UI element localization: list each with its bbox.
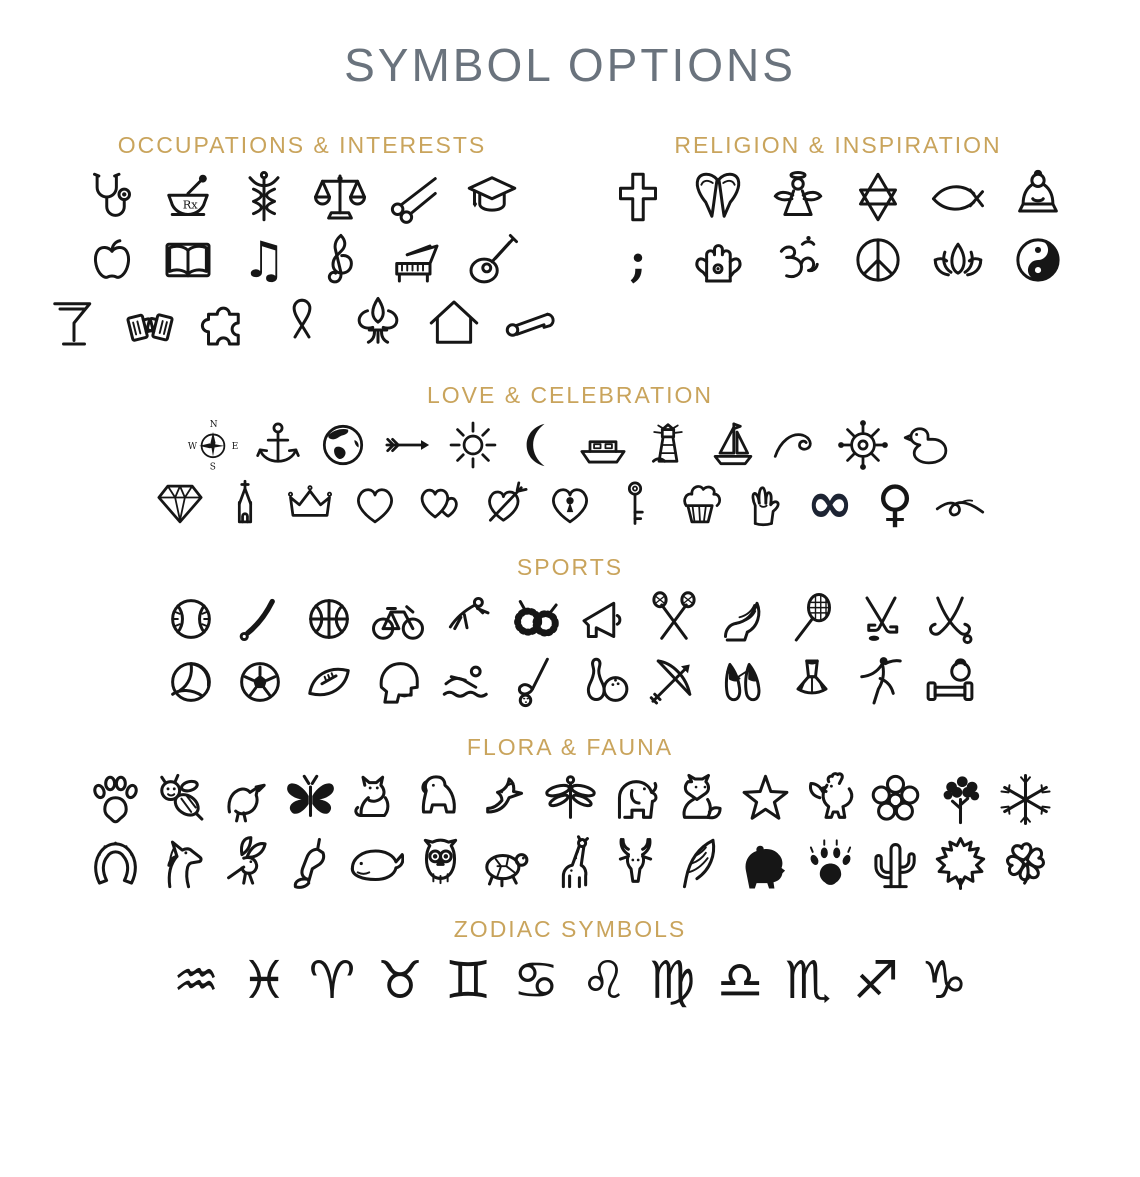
heart-with-arrow-icon	[479, 478, 531, 530]
buddha-icon	[1010, 169, 1066, 225]
tutu-icon	[784, 654, 840, 710]
infinity-icon: ∞	[806, 471, 854, 536]
compass-rose-icon	[187, 419, 239, 471]
section-zodiac	[0, 916, 1140, 1009]
icon-row	[0, 591, 1140, 647]
ballerina-icon	[853, 654, 909, 710]
horseshoe-icon	[87, 835, 144, 892]
section-religion	[570, 108, 1106, 295]
heart-icon	[349, 478, 401, 530]
om-icon	[770, 232, 826, 288]
winged-foot-icon	[715, 591, 771, 647]
double-hearts-icon	[414, 478, 466, 530]
section-love	[0, 382, 1140, 536]
fox-icon	[672, 771, 729, 828]
tennis-racket-icon	[784, 591, 840, 647]
capricorn-icon: ♑	[920, 951, 968, 1011]
ballet-slippers-icon	[715, 654, 771, 710]
dragonfly-icon	[542, 771, 599, 828]
peace-sign-icon	[850, 232, 906, 288]
megaphone-icon	[577, 591, 633, 647]
bicycle-icon	[370, 591, 426, 647]
bear-paw-icon	[802, 835, 859, 892]
basketball-icon	[301, 591, 357, 647]
section-title-sports: SPORTS	[516, 554, 624, 580]
puzzle-piece-icon	[198, 295, 254, 351]
soccer-ball-icon	[232, 654, 288, 710]
section-occupations	[34, 108, 570, 358]
swimmer-icon	[439, 654, 495, 710]
main-sections-area	[0, 382, 1140, 1009]
hamsa-icon	[690, 232, 746, 288]
svg-text:S: S	[209, 462, 216, 471]
icon-row	[34, 232, 570, 288]
icon-row	[34, 169, 570, 225]
libra-icon: ♎	[716, 951, 764, 1011]
svg-text:W: W	[187, 442, 197, 453]
awareness-ribbon-icon	[274, 295, 330, 351]
cat-icon	[347, 771, 404, 828]
bowling-icon	[577, 654, 633, 710]
beer-mugs-icon	[122, 295, 178, 351]
volleyball-icon	[163, 654, 219, 710]
cancer-icon: ♋	[512, 951, 560, 1011]
icon-row	[0, 835, 1140, 892]
section-title-flora: FLORA & FAUNA	[466, 734, 674, 760]
giraffe-icon	[542, 835, 599, 892]
hockey-sticks-icon	[853, 591, 909, 647]
scissors-icon	[388, 169, 444, 225]
snowflake-icon	[997, 771, 1054, 828]
football-icon	[301, 654, 357, 710]
rubber-duck-icon	[902, 419, 954, 471]
icon-row	[570, 169, 1106, 225]
sun-icon	[447, 419, 499, 471]
cactus-icon	[867, 835, 924, 892]
martini-glass-icon	[46, 295, 102, 351]
church-icon	[219, 478, 271, 530]
angel-icon	[770, 169, 826, 225]
scales-of-justice-icon	[312, 169, 368, 225]
taurus-icon: ♉	[376, 951, 424, 1011]
arrow-icon	[382, 419, 434, 471]
top-two-column-area	[0, 98, 1140, 358]
open-book-icon	[160, 232, 216, 288]
icon-row	[0, 654, 1140, 710]
bee-icon	[152, 771, 209, 828]
gymnast-icon	[439, 591, 495, 647]
icon-row	[0, 771, 1140, 828]
scorpio-icon: ♏	[784, 951, 832, 1011]
horse-icon	[152, 835, 209, 892]
stethoscope-icon	[84, 169, 140, 225]
elephant-icon	[607, 771, 664, 828]
paw-print-icon	[87, 771, 144, 828]
hummingbird-icon	[217, 835, 274, 892]
aquarius-icon: ♒	[172, 951, 220, 1011]
semicolon-icon: ;	[629, 233, 647, 287]
key-icon	[609, 478, 661, 530]
lacrosse-sticks-icon	[646, 591, 702, 647]
apple-icon	[84, 232, 140, 288]
angel-wings-icon	[690, 169, 746, 225]
svg-text:Rx: Rx	[182, 197, 198, 212]
gemini-icon: ♊	[444, 951, 492, 1011]
turtle-icon	[477, 835, 534, 892]
sagittarius-icon: ♐	[852, 951, 900, 1011]
mortar-pestle-icon	[160, 169, 216, 225]
field-hockey-sticks-icon	[922, 591, 978, 647]
icon-row	[570, 232, 1106, 288]
starfish-icon	[737, 771, 794, 828]
lighthouse-icon	[642, 419, 694, 471]
four-leaf-clover-icon	[997, 835, 1054, 892]
baseball-bat-icon	[232, 591, 288, 647]
section-title-zodiac: ZODIAC SYMBOLS	[453, 916, 687, 942]
svg-text:E: E	[231, 442, 238, 453]
yin-yang-icon	[1010, 232, 1066, 288]
butterfly-icon	[282, 771, 339, 828]
guitar-icon	[464, 232, 520, 288]
treble-clef-icon	[312, 232, 368, 288]
flower-icon	[867, 771, 924, 828]
christian-fish-icon	[930, 169, 986, 225]
bear-icon	[737, 835, 794, 892]
aries-icon: ♈	[308, 951, 356, 1011]
bow-and-arrow-icon	[646, 654, 702, 710]
pom-poms-icon	[508, 591, 564, 647]
crescent-moon-icon	[512, 419, 564, 471]
dog-icon	[412, 771, 469, 828]
graduation-cap-icon	[464, 169, 520, 225]
rooster-icon	[802, 771, 859, 828]
safety-pin-icon	[502, 295, 558, 351]
lotus-icon	[930, 232, 986, 288]
cross-icon	[610, 169, 666, 225]
female-symbol-icon: ♀	[876, 475, 914, 533]
golf-club-icon	[508, 654, 564, 710]
dumbbell-icon	[922, 654, 978, 710]
ily-hand-icon	[739, 478, 791, 530]
house-icon	[426, 295, 482, 351]
section-sports	[0, 554, 1140, 710]
boat-icon	[577, 419, 629, 471]
wave-icon	[772, 419, 824, 471]
wolf-icon	[282, 835, 339, 892]
icon-row	[34, 295, 570, 351]
globe-icon	[317, 419, 369, 471]
anchor-icon	[252, 419, 304, 471]
knot-icon	[934, 478, 986, 530]
icon-row	[0, 953, 1140, 1009]
fleur-de-lis-icon	[350, 295, 406, 351]
football-helmet-icon	[370, 654, 426, 710]
icon-row	[0, 471, 1140, 536]
pisces-icon: ♓	[240, 951, 288, 1011]
page-title: SYMBOL OPTIONS	[344, 39, 796, 91]
svg-text:N: N	[209, 420, 218, 431]
heart-lock-icon	[544, 478, 596, 530]
owl-icon	[412, 835, 469, 892]
section-title-occupations: OCCUPATIONS & INTERESTS	[117, 132, 487, 158]
leo-icon: ♌	[580, 951, 628, 1011]
diamond-icon	[154, 478, 206, 530]
dove-icon	[477, 771, 534, 828]
sailboat-icon	[707, 419, 759, 471]
crown-icon	[284, 478, 336, 530]
section-title-religion: RELIGION & INSPIRATION	[674, 132, 1002, 158]
section-title-love: LOVE & CELEBRATION	[426, 382, 714, 408]
virgo-icon: ♍	[648, 951, 696, 1011]
grand-piano-icon	[388, 232, 444, 288]
feather-icon	[672, 835, 729, 892]
cupcake-icon	[674, 478, 726, 530]
whale-icon	[347, 835, 404, 892]
baseball-icon	[163, 591, 219, 647]
caduceus-icon	[236, 169, 292, 225]
ship-wheel-icon	[837, 419, 889, 471]
tree-icon	[932, 771, 989, 828]
deer-icon	[607, 835, 664, 892]
section-flora	[0, 734, 1140, 892]
star-of-david-icon	[850, 169, 906, 225]
maple-leaf-icon	[932, 835, 989, 892]
bird-icon	[217, 771, 274, 828]
music-notes-icon: ♫	[241, 231, 287, 289]
icon-row	[0, 419, 1140, 471]
